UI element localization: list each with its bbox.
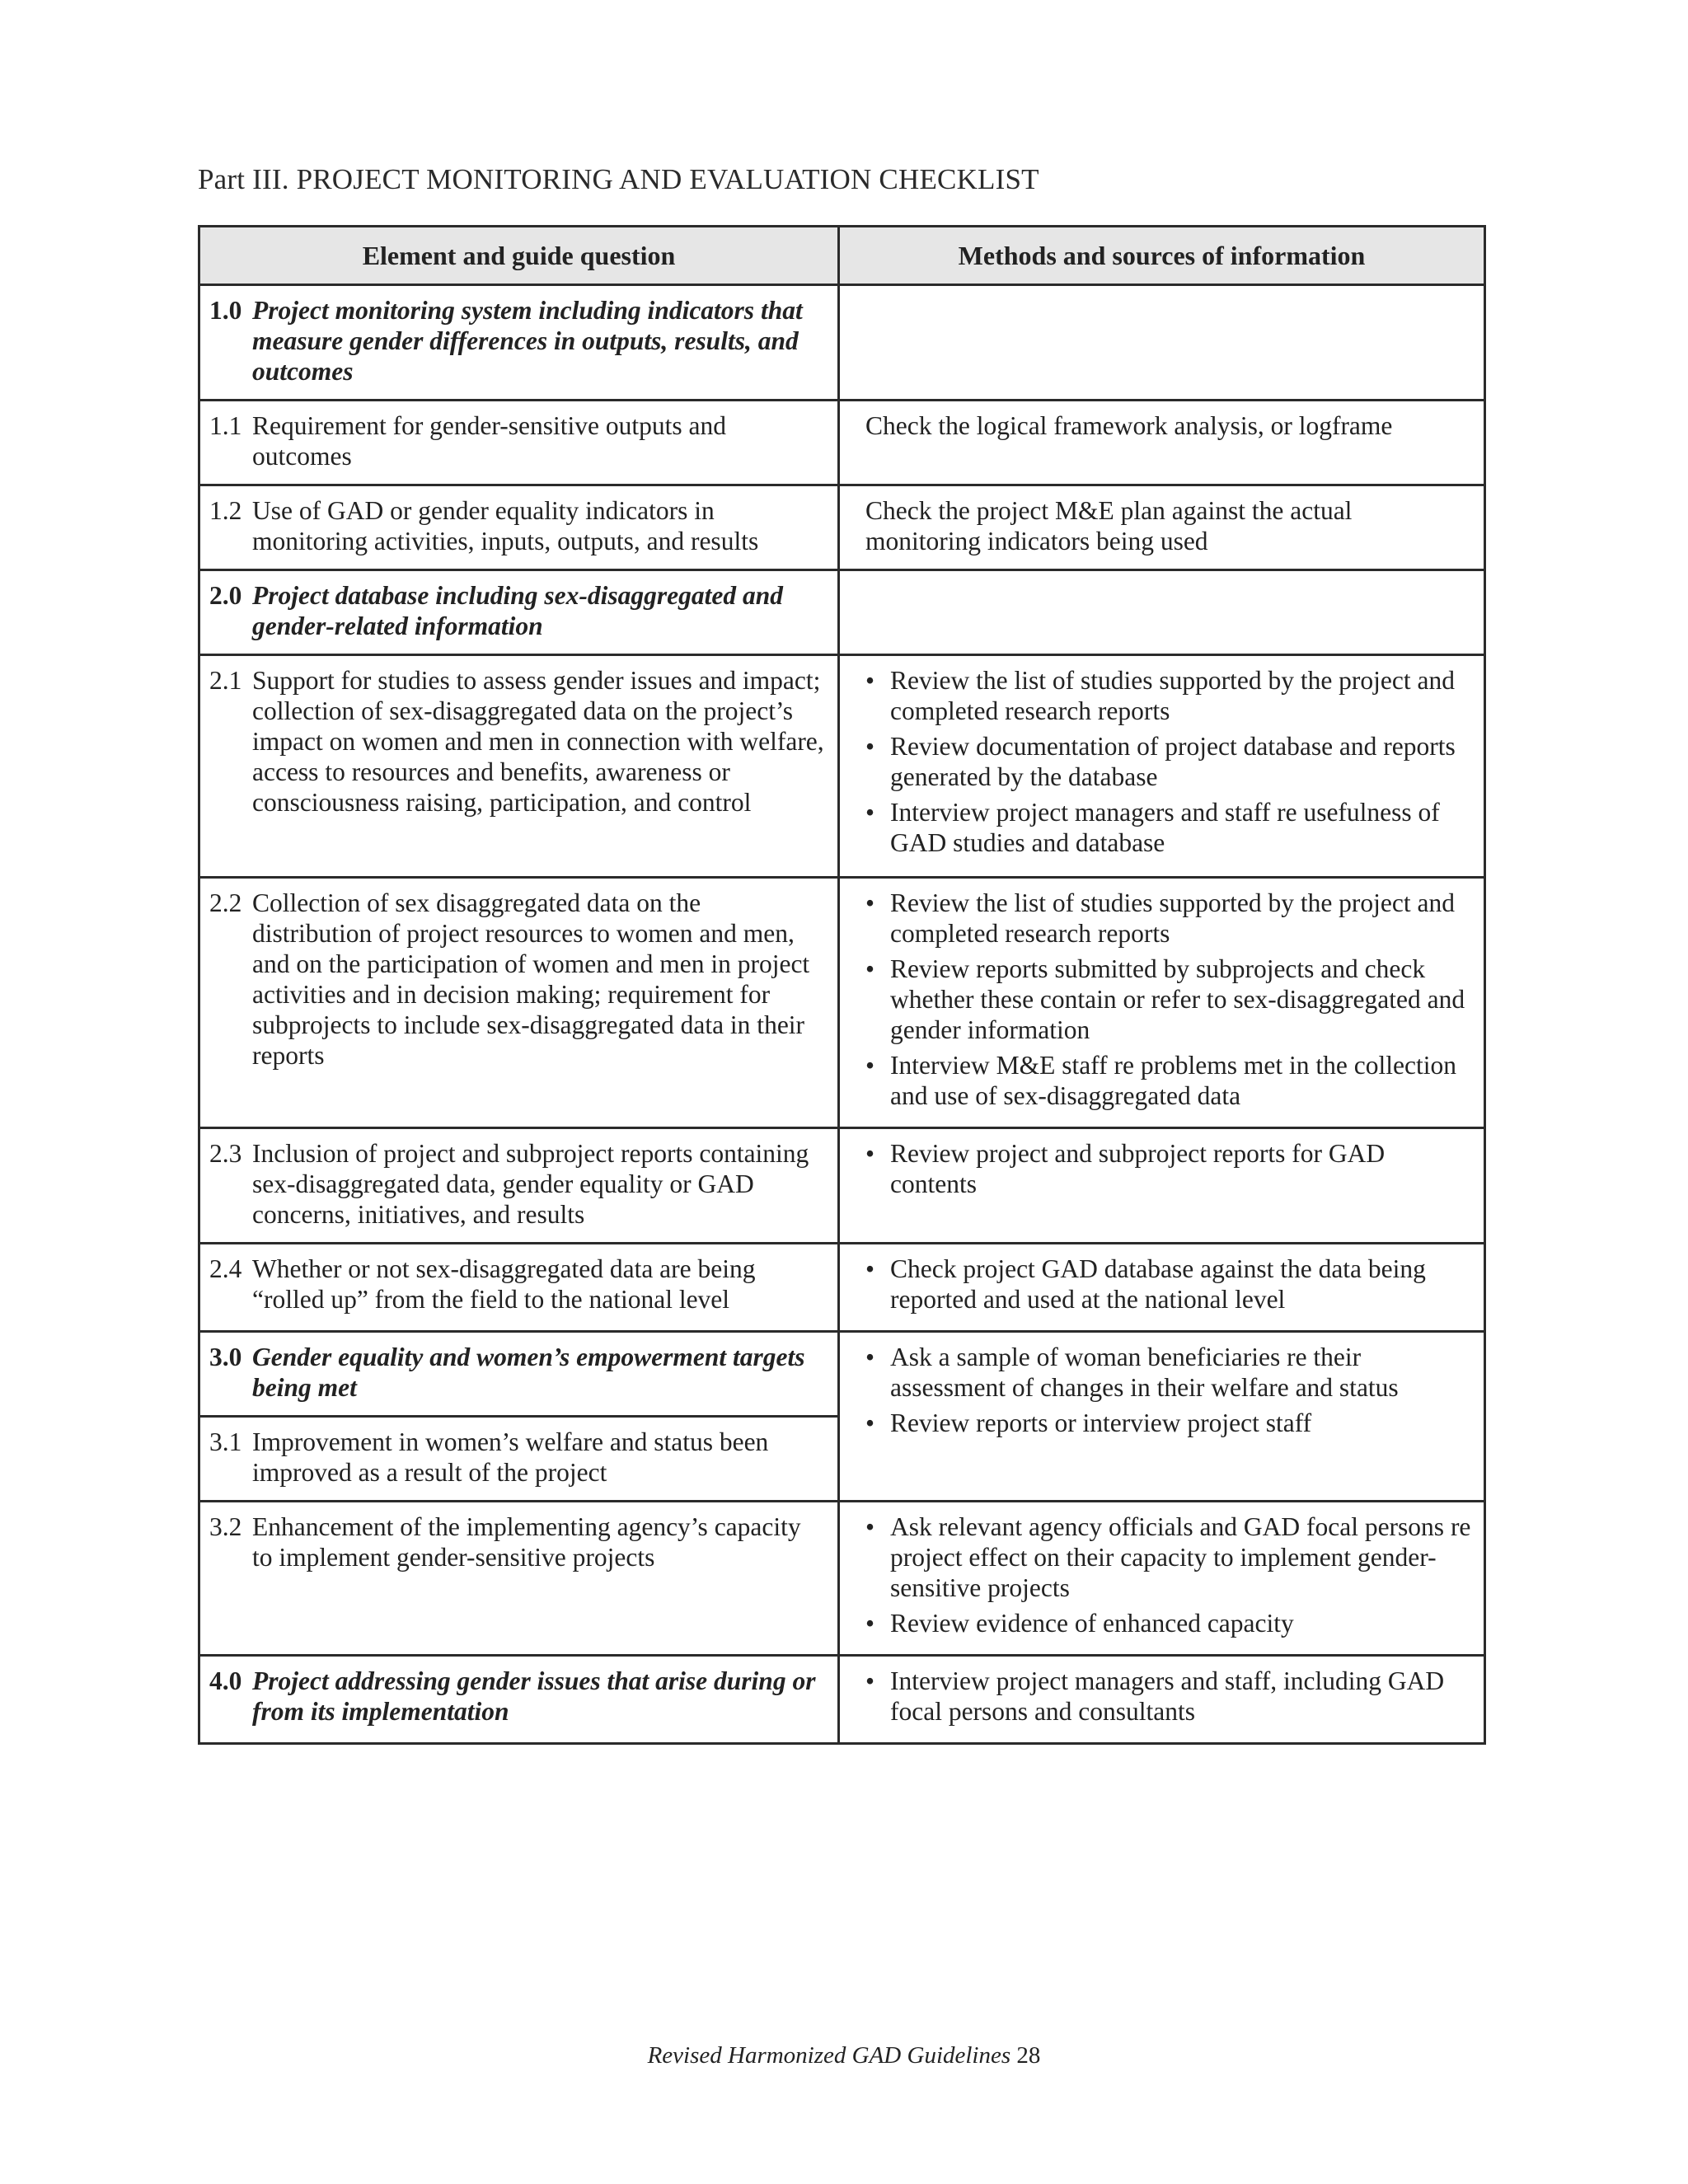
methods-list — [865, 1342, 1473, 1438]
table-row — [199, 485, 1485, 570]
item-number: 2.2 — [209, 888, 242, 917]
methods-cell — [839, 1128, 1485, 1244]
list-item: • Review documentation of project database and reports generated by the database — [865, 731, 1473, 792]
item-text: Collection of sex disaggregated data on the distribution of project resources to women and men, and on the participation of women and men in project activities and in decision making; requirement for subprojects to include sex-disaggregated data in their reports — [252, 888, 810, 1070]
table-row — [199, 1656, 1485, 1744]
item-text: Support for studies to assess gender issues and impact; collection of sex-disaggregated data on the project’s impact on women and men in connection with welfare, access to resources and benefits, awareness or consciousness raising, participation, and control — [252, 666, 824, 817]
table-row — [199, 1502, 1485, 1656]
element-cell — [199, 1332, 839, 1417]
item-number: 1.1 — [209, 411, 242, 440]
methods-cell — [839, 285, 1485, 401]
item-text: Improvement in women’s welfare and status been improved as a result of the project — [252, 1427, 769, 1487]
element-cell — [199, 655, 839, 878]
table-row — [199, 1244, 1485, 1332]
page-footer — [0, 2042, 1688, 2069]
list-item: • Review project and subproject reports for GAD contents — [865, 1138, 1473, 1199]
checklist-table — [198, 225, 1486, 1745]
item-text: Requirement for gender-sensitive outputs and outcomes — [252, 411, 726, 471]
item-number: 2.3 — [209, 1139, 242, 1168]
method-text: Check the logical framework analysis, or logframe — [865, 411, 1393, 440]
item-number: 2.4 — [209, 1254, 242, 1283]
methods-list — [865, 888, 1473, 1111]
item-number: 2.0 — [209, 581, 242, 610]
list-item: • Ask relevant agency officials and GAD focal persons re project effect on their capacity to implement gender-sensitive projects — [865, 1511, 1473, 1603]
list-item: • Check project GAD database against the data being reported and used at the national level — [865, 1254, 1473, 1315]
table-row — [199, 570, 1485, 655]
table-row — [199, 878, 1485, 1128]
element-cell — [199, 878, 839, 1128]
methods-cell — [839, 570, 1485, 655]
methods-cell — [839, 878, 1485, 1128]
item-number: 3.2 — [209, 1512, 242, 1541]
methods-cell — [839, 655, 1485, 878]
list-item: • Interview project managers and staff, including GAD focal persons and consultants — [865, 1666, 1473, 1727]
header-methods: Methods and sources of information — [839, 227, 1485, 285]
item-text: Inclusion of project and subproject reports containing sex-disaggregated data, gender equality or GAD concerns, initiatives, and results — [252, 1139, 809, 1229]
methods-cell — [839, 1502, 1485, 1656]
item-text: Use of GAD or gender equality indicators in monitoring activities, inputs, outputs, and results — [252, 496, 759, 555]
element-cell — [199, 285, 839, 401]
list-item: • Ask a sample of woman beneficiaries re their assessment of changes in their welfare and status — [865, 1342, 1473, 1403]
methods-cell — [839, 1244, 1485, 1332]
methods-cell — [839, 1656, 1485, 1744]
method-text: Check the project M&E plan against the actual monitoring indicators being used — [865, 496, 1353, 555]
list-item: • Review reports submitted by subprojects and check whether these contain or refer to sex-disaggregated and gender information — [865, 954, 1473, 1045]
methods-list — [865, 1511, 1473, 1638]
header-element: Element and guide question — [199, 227, 839, 285]
element-cell — [199, 1128, 839, 1244]
table-row — [199, 1128, 1485, 1244]
item-text: Project database including sex-disaggregated and gender-related information — [252, 581, 783, 640]
item-number: 2.1 — [209, 666, 242, 695]
methods-cell — [839, 1332, 1485, 1502]
item-text: Gender equality and women’s empowerment targets being met — [252, 1343, 805, 1402]
list-item: • Review the list of studies supported by the project and completed research reports — [865, 665, 1473, 726]
item-text: Enhancement of the implementing agency’s capacity to implement gender-sensitive projects — [252, 1512, 801, 1572]
item-number: 4.0 — [209, 1666, 242, 1695]
table-header-row — [199, 227, 1485, 285]
element-cell — [199, 401, 839, 485]
page-number: 28 — [1016, 2042, 1041, 2069]
methods-list — [865, 1254, 1473, 1315]
item-number: 3.0 — [209, 1343, 242, 1371]
table-row — [199, 401, 1485, 485]
table-row — [199, 655, 1485, 878]
item-text: Project addressing gender issues that arise during or from its implementation — [252, 1666, 816, 1726]
table-row — [199, 285, 1485, 401]
element-cell — [199, 1244, 839, 1332]
methods-list — [865, 1138, 1473, 1199]
footer-title: Revised Harmonized GAD Guidelines — [647, 2042, 1011, 2069]
list-item: • Review reports or interview project staff — [865, 1408, 1473, 1438]
page-title: Part III. PROJECT MONITORING AND EVALUATION CHECKLIST — [198, 163, 1039, 195]
item-number: 1.2 — [209, 496, 242, 525]
list-item: • Interview project managers and staff re usefulness of GAD studies and database — [865, 797, 1473, 858]
methods-cell — [839, 401, 1485, 485]
item-number: 1.0 — [209, 296, 242, 325]
element-cell — [199, 1417, 839, 1502]
item-text: Project monitoring system including indicators that measure gender differences in outputs, results, and outcomes — [252, 296, 803, 386]
item-number: 3.1 — [209, 1427, 242, 1456]
table-row — [199, 1332, 1485, 1417]
element-cell — [199, 570, 839, 655]
list-item: • Review the list of studies supported by the project and completed research reports — [865, 888, 1473, 949]
list-item: • Review evidence of enhanced capacity — [865, 1608, 1473, 1638]
element-cell — [199, 1656, 839, 1744]
item-text: Whether or not sex-disaggregated data are being “rolled up” from the field to the national level — [252, 1254, 756, 1314]
element-cell — [199, 1502, 839, 1656]
element-cell — [199, 485, 839, 570]
methods-cell — [839, 485, 1485, 570]
methods-list — [865, 1666, 1473, 1727]
list-item: • Interview M&E staff re problems met in the collection and use of sex-disaggregated data — [865, 1050, 1473, 1111]
methods-list — [865, 665, 1473, 858]
